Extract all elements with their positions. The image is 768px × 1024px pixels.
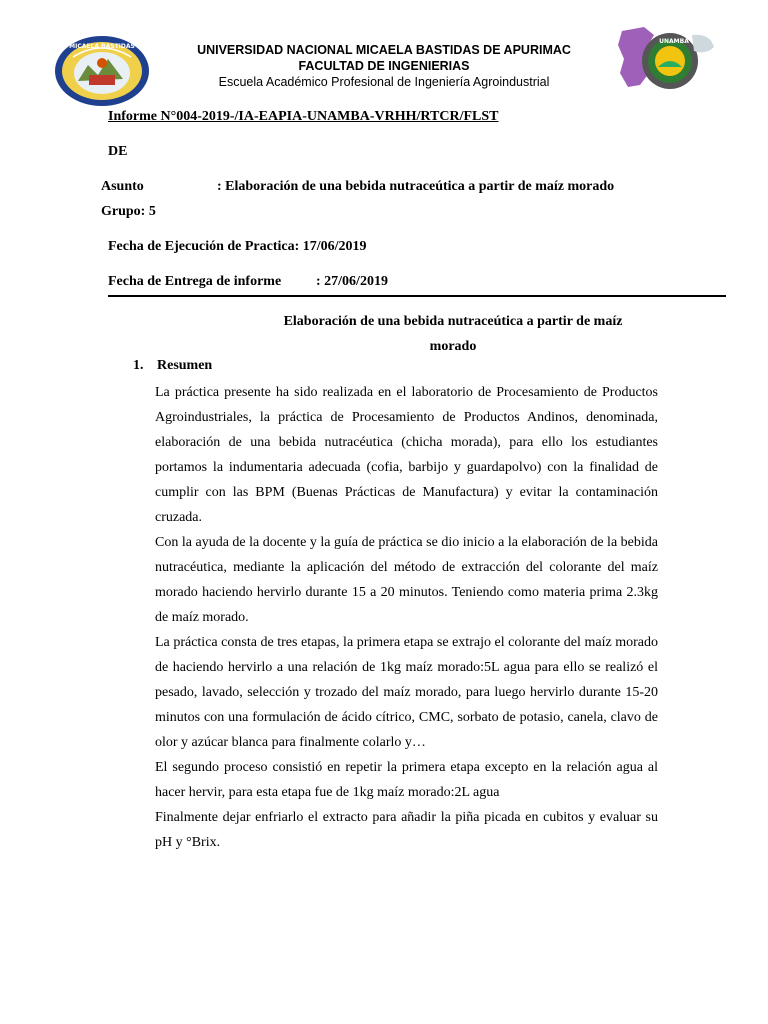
document-title (258, 309, 648, 359)
delivery-date-value: : 27/06/2019 (316, 274, 388, 289)
subject-label: Asunto (101, 179, 144, 194)
title-line-1: Elaboración de una bebida nutraceútica a partir de maíz (283, 314, 623, 329)
report-number: Informe N°004-2019-/IA-EAPIA-UNAMBA-VRHH/RTCR/FLST (108, 109, 499, 124)
paragraph: Con la ayuda de la docente y la guía de práctica se dio inicio a la elaboración de la bebida nutracéutica, mediante la aplicación del método de extracción del colorante del maíz morado haciendo hervirlo durante 15 a 20 minutos. Teniendo como materia prima 2.3kg de maíz morado. (155, 535, 658, 625)
section-heading (133, 358, 212, 374)
section-number: 1. (133, 358, 144, 373)
svg-text:UNAMBA: UNAMBA (659, 38, 689, 45)
university-name: UNIVERSIDAD NACIONAL MICAELA BASTIDAS DE APURIMAC (197, 43, 571, 57)
delivery-date-label: Fecha de Entrega de informe (108, 274, 282, 289)
paragraph: Finalmente dejar enfriarlo el extracto para añadir la piña picada en cubitos y evaluar su pH y °Brix. (155, 810, 658, 850)
header-divider (108, 295, 726, 297)
document-header (160, 42, 608, 90)
faculty-name: FACULTAD DE INGENIERIAS (298, 59, 470, 73)
paragraph: La práctica presente ha sido realizada en el laboratorio de Procesamiento de Productos Agroindustriales, la práctica de Procesamiento de Productos Andinos, denominada, elaboración de una bebida nutracéutica (chicha morada), para ello los estudiantes portamos la indumentaria adecuada (cofia, barbijo y guardapolvo) con la finalidad de cumplir con las BPM (Buenas Prácticas de Manufactura) y evitar la contaminación cruzada. (155, 385, 658, 525)
title-line-2: morado (429, 339, 477, 354)
svg-text:MICAELA BASTIDAS: MICAELA BASTIDAS (69, 43, 135, 50)
paragraph: La práctica consta de tres etapas, la primera etapa se extrajo el colorante del maíz morado de haciendo hervirlo a una relación de 1kg maíz morado:5L agua para ello se realizó el pesado, lavado, selección y trozado del maíz morado, para luego hervirlo durante 15-20 minutos con una formulación de ácido cítrico, CMC, sorbato de potasio, canela, clavo de olor y azúcar blanca para finalmente colarlo y… (155, 635, 658, 750)
from-label: DE (108, 144, 128, 159)
execution-date: Fecha de Ejecución de Practica: 17/06/2019 (108, 239, 367, 254)
school-name: Escuela Académico Profesional de Ingeniería Agroindustrial (218, 75, 550, 89)
paragraph: El segundo proceso consistió en repetir la primera etapa excepto en la relación agua al hacer hervir, para esta etapa fue de 1kg maíz morado:2L agua (155, 760, 658, 800)
section-title: Resumen (157, 358, 213, 373)
group-label: Grupo: 5 (101, 204, 156, 219)
university-seal-logo (53, 35, 151, 107)
subject-value: : Elaboración de una bebida nutraceútica a partir de maíz morado (217, 179, 615, 194)
faculty-gear-logo (614, 25, 720, 97)
section-body (155, 380, 658, 855)
